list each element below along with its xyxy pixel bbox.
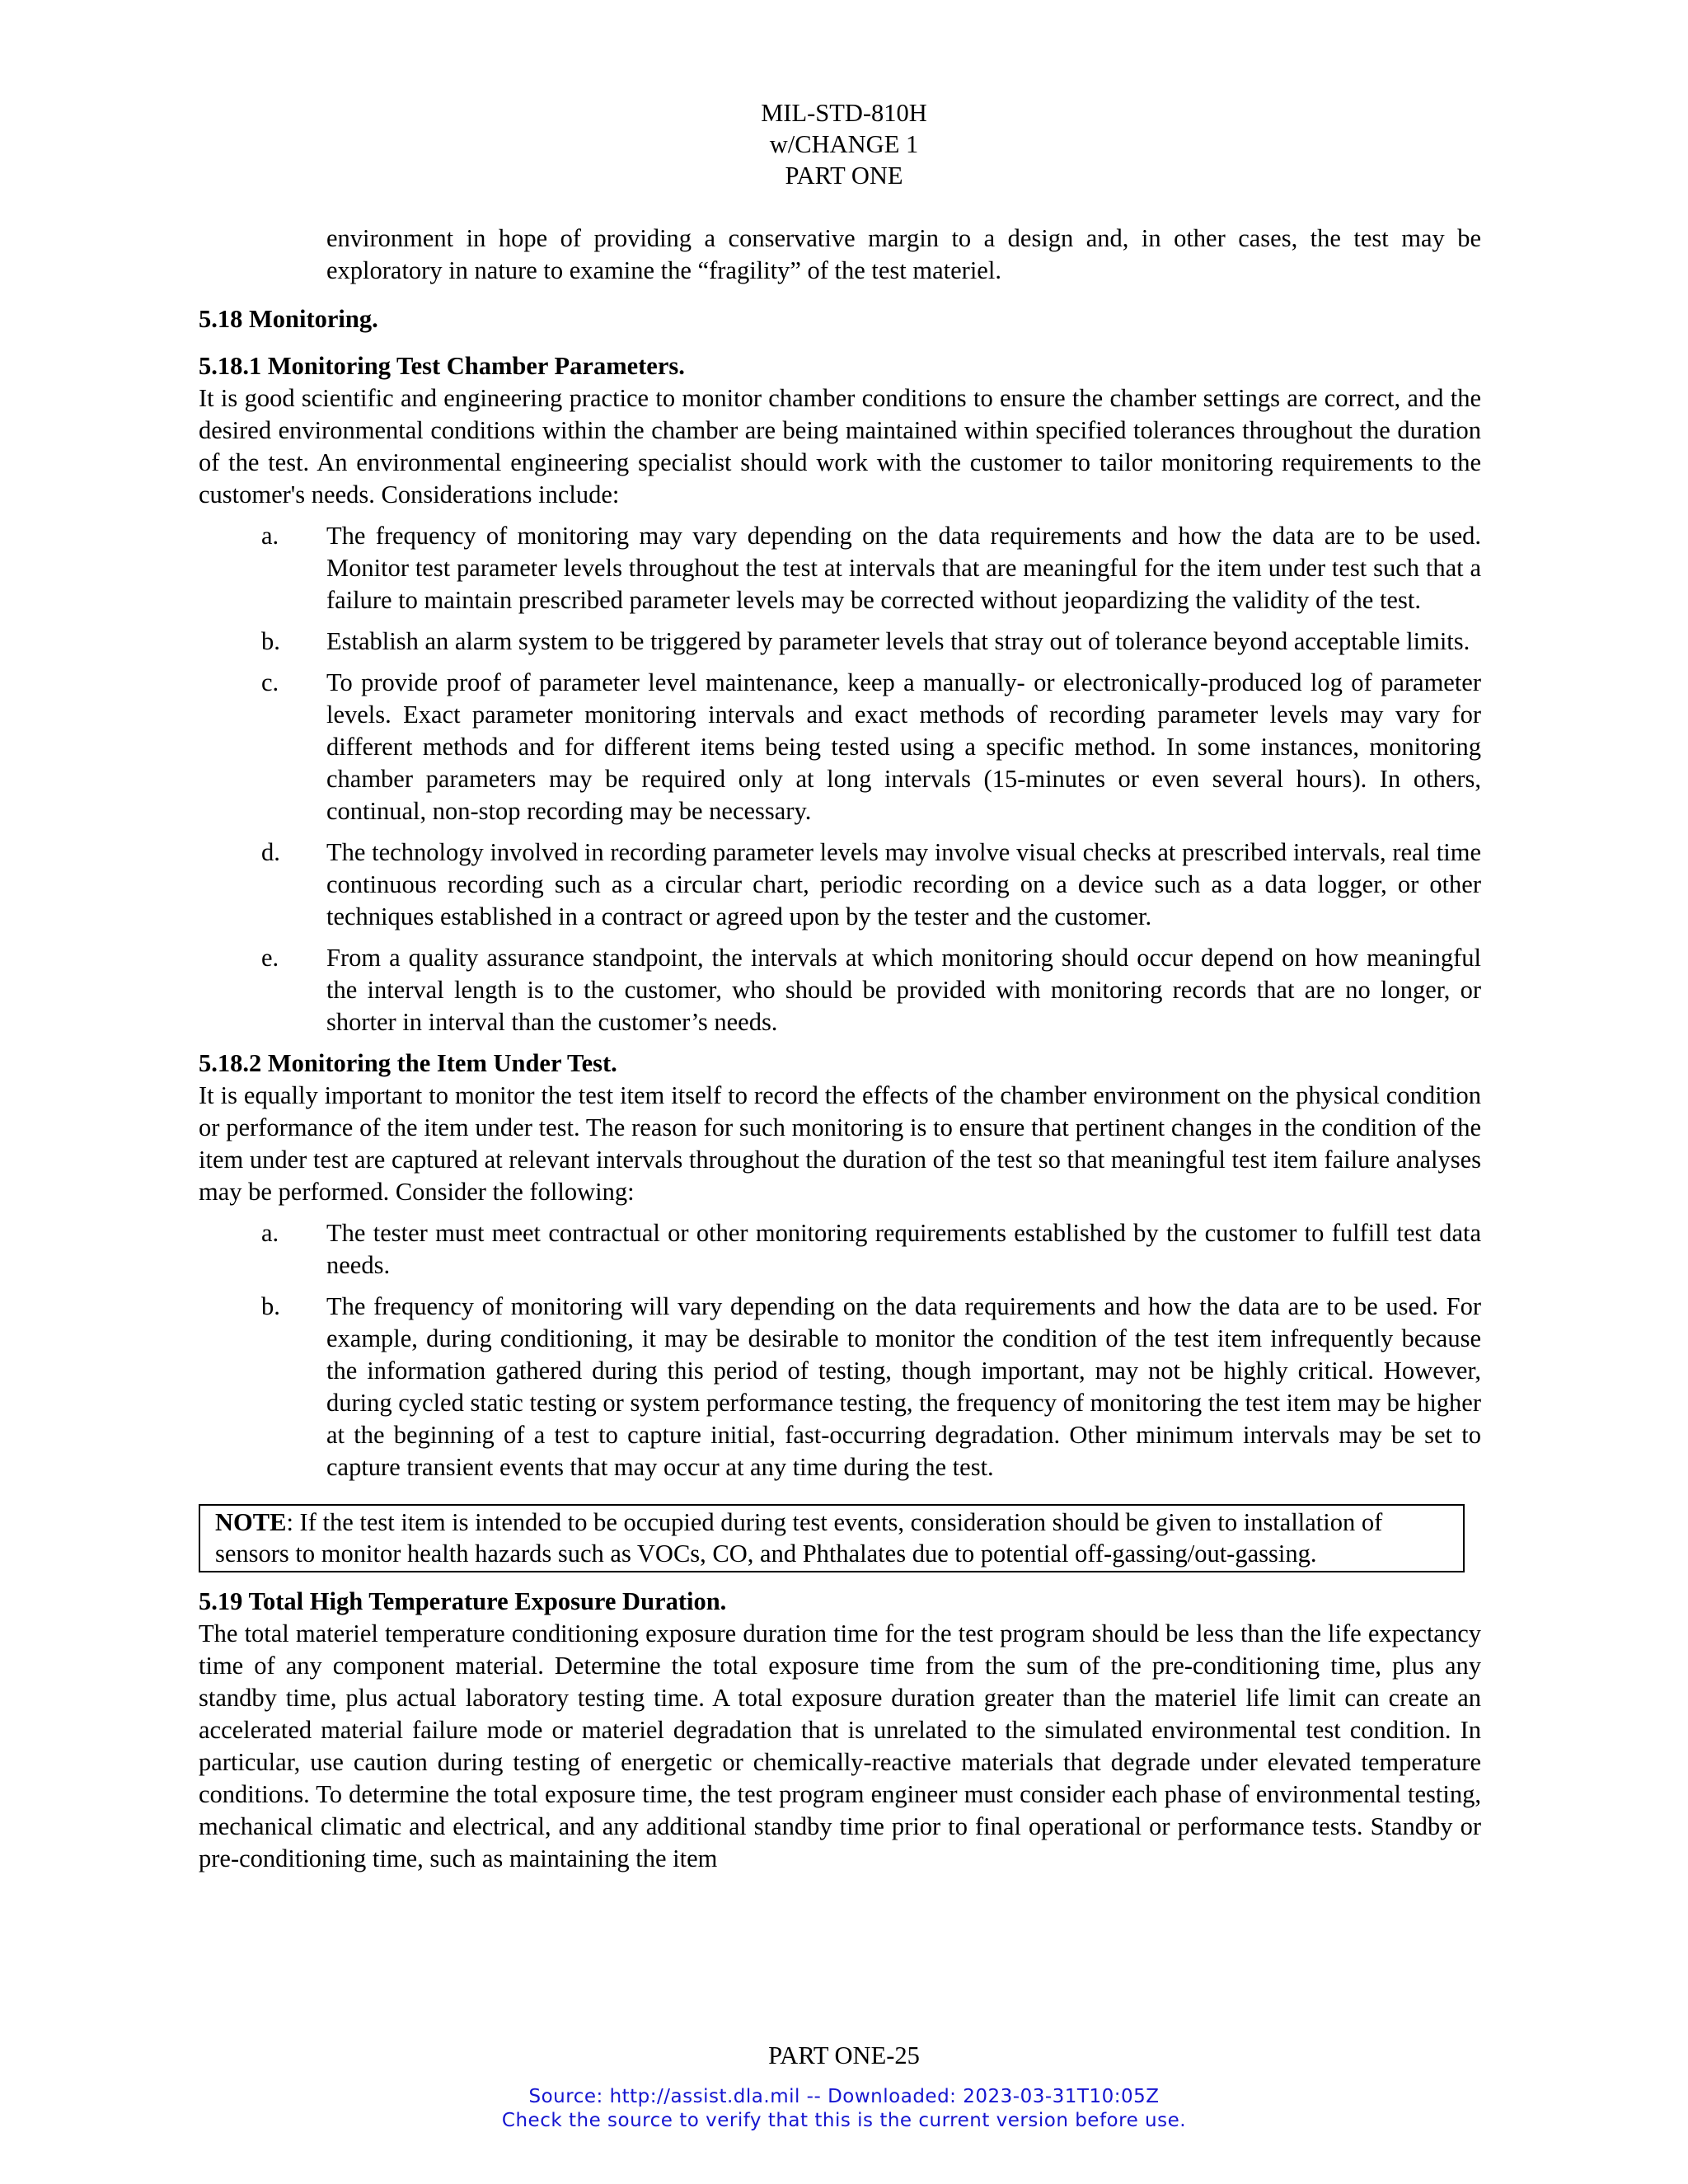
source-line: Source: http://assist.dla.mil -- Downloaded: 2023-03-31T10:05Z — [528, 2086, 1160, 2107]
list-item: d. The technology involved in recording parameter levels may involve visual checks at prescribed intervals, real time continuous recording such as a circular chart, periodic recording on a device such as a data logger, or other techniques established in a contract or agreed upon by the tester and the customer. — [261, 838, 1481, 930]
note-box — [199, 1504, 1465, 1572]
verify-line: Check the source to verify that this is the current version before use. — [501, 2110, 1187, 2131]
header-change: w/CHANGE 1 — [769, 130, 919, 158]
list-item: b. Establish an alarm system to be triggered by parameter levels that stray out of tolerance beyond acceptable limits. — [261, 627, 1470, 655]
header-part: PART ONE — [785, 162, 903, 190]
section-5-18-2-title: 5.18.2 Monitoring the Item Under Test. — [199, 1049, 617, 1077]
section-5-18-2-list — [199, 1217, 1481, 1483]
source-notice — [0, 2085, 1688, 2133]
section-5-18-1-body: It is good scientific and engineering practice to monitor chamber conditions to ensure the chamber settings are correct, and the desired environmental conditions within the chamber are being maintained within specified tolerances throughout the duration of the test. An environmental engineering specialist should work with the customer to tailor monitoring requirements to the customer's needs. Considerations include: — [199, 384, 1481, 509]
list-item: b. The frequency of monitoring will vary depending on the data requirements and how the data are to be used. For example, during conditioning, it may be desirable to monitor the condition of the test item infrequently because the information gathered during this period of testing, though important, may not be highly critical. However, during cycled static testing or system performance testing, the frequency of monitoring the test item may be higher at the beginning of a test to capture initial, fast-occurring degradation. Other minimum intervals may be set to capture transient events that may occur at any time during the test. — [261, 1292, 1481, 1481]
header-standard: MIL-STD-810H — [761, 99, 927, 127]
list-item: a. The tester must meet contractual or other monitoring requirements established by the customer to fulfill test data needs. — [261, 1219, 1481, 1279]
page-content — [199, 223, 1481, 1875]
page-number: PART ONE-25 — [768, 2041, 920, 2069]
note-label: NOTE — [215, 1508, 287, 1536]
page-header — [0, 97, 1688, 191]
section-5-18-2-body: It is equally important to monitor the test item itself to record the effects of the chamber environment on the physical condition or performance of the item under test. The reason for such monitoring is to ensure that pertinent changes in the condition of the item under test are captured at relevant intervals throughout the duration of the test so that meaningful test item failure analyses may be performed. Consider the following: — [199, 1081, 1481, 1206]
list-item: c. To provide proof of parameter level maintenance, keep a manually- or electronically-produced log of parameter levels. Exact parameter monitoring intervals and exact methods of recording parameter levels may vary for different methods and for different items being tested using a specific method. In some instances, monitoring chamber parameters may be required only at long intervals (15-minutes or even several hours). In others, continual, non-stop recording may be necessary. — [261, 668, 1481, 825]
section-5-19-title: 5.19 Total High Temperature Exposure Duration. — [199, 1587, 727, 1615]
section-5-18-1-list — [199, 520, 1481, 1038]
section-5-19-body: The total materiel temperature conditioning exposure duration time for the test program should be less than the life expectancy time of any component material. Determine the total exposure time from the sum of the pre-conditioning time, plus any standby time, plus actual laboratory testing time. A total exposure duration greater than the materiel life limit can create an accelerated material failure mode or materiel degradation that is unrelated to the simulated environmental test condition. In particular, use caution during testing of energetic or chemically-reactive materials that degrade under elevated temperature conditions. To determine the total exposure time, the test program engineer must consider each phase of environmental testing, mechanical climatic and electrical, and any additional standby time prior to final operational or performance tests. Standby or pre-conditioning time, such as maintaining the item — [199, 1619, 1481, 1872]
section-5-18-1-title: 5.18.1 Monitoring Test Chamber Parameters. — [199, 352, 685, 380]
section-5-18-title: 5.18 Monitoring. — [199, 305, 378, 333]
list-item: e. From a quality assurance standpoint, the intervals at which monitoring should occur depend on how meaningful the interval length is to the customer, who should be provided with monitoring records that are no longer, or shorter in interval than the customer’s needs. — [261, 944, 1481, 1036]
note-text: : If the test item is intended to be occupied during test events, consideration should be given to installation of sensors to monitor health hazards such as VOCs, CO, and Phthalates due to potential off-gassing/out-gassing. — [215, 1508, 1383, 1568]
intro-paragraph: environment in hope of providing a conservative margin to a design and, in other cases, the test may be exploratory in nature to examine the “fragility” of the test materiel. — [326, 224, 1481, 284]
list-item: a. The frequency of monitoring may vary depending on the data requirements and how the data are to be used. Monitor test parameter levels throughout the test at intervals that are meaningful for the item under test such that a failure to maintain prescribed parameter levels may be corrected without jeopardizing the validity of the test. — [261, 522, 1481, 614]
